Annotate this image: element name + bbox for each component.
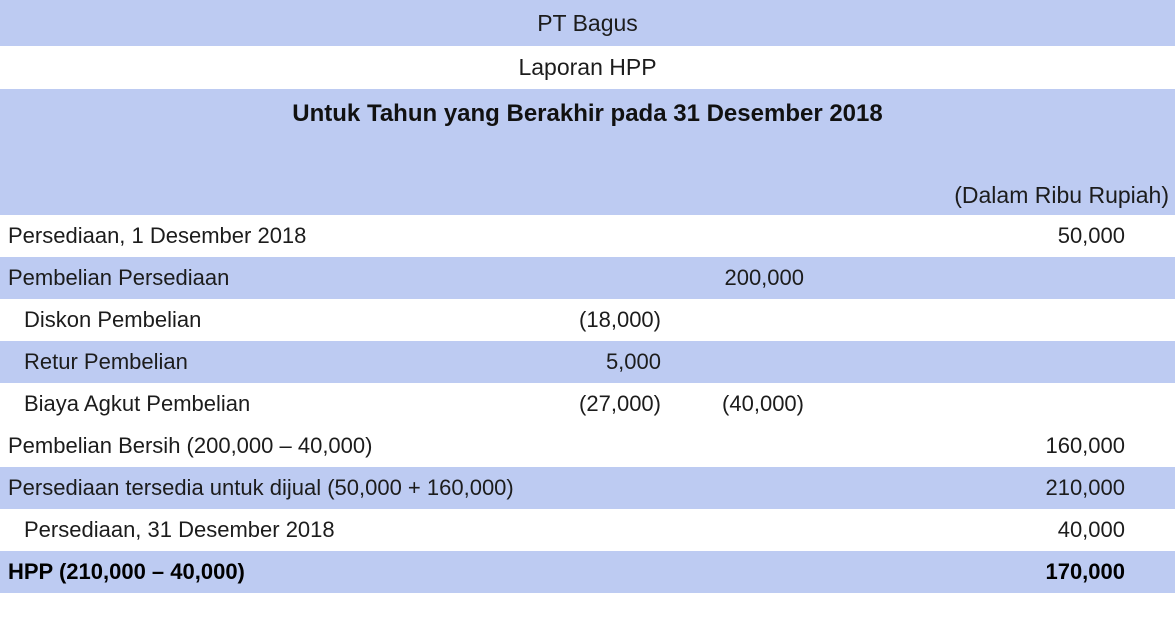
row-label: Retur Pembelian [24,349,188,374]
row-amount-3: 50,000 [1057,223,1125,248]
company-title-row [0,0,1175,46]
currency-note-row [0,175,1175,215]
row-amount-3: 170,000 [1045,559,1125,584]
table-row [0,467,1175,509]
report-subtitle-row [0,46,1175,89]
currency-note: (Dalam Ribu Rupiah) [954,181,1169,208]
table-row [0,215,1175,257]
row-amount-1: 5,000 [605,349,661,374]
row-amount-2: 200,000 [724,265,804,290]
table-row-total [0,551,1175,593]
row-amount-2: (40,000) [722,391,804,416]
row-label: Persediaan, 1 Desember 2018 [8,223,307,248]
row-label: Biaya Agkut Pembelian [24,391,251,416]
row-amount-3: 160,000 [1045,433,1125,458]
table-row [0,257,1175,299]
report-period-row [0,89,1175,139]
table-row [0,341,1175,383]
row-amount-1: (18,000) [579,307,661,332]
company-title: PT Bagus [537,9,638,36]
table-row [0,425,1175,467]
row-label: Pembelian Bersih (200,000 – 40,000) [8,433,373,458]
row-label: Pembelian Persediaan [8,265,230,290]
report-period: Untuk Tahun yang Berakhir pada 31 Desember 2018 [292,100,883,127]
row-label: Diskon Pembelian [24,307,202,332]
table-row [0,509,1175,551]
row-amount-3: 40,000 [1057,517,1125,542]
row-amount-1: (27,000) [579,391,661,416]
row-label: HPP (210,000 – 40,000) [8,559,245,584]
table-row [0,383,1175,425]
header-spacer-row [0,139,1175,175]
row-label: Persediaan, 31 Desember 2018 [24,517,335,542]
table-row [0,299,1175,341]
bottom-padding [0,593,1175,617]
report-subtitle: Laporan HPP [518,54,657,80]
row-amount-3: 210,000 [1045,475,1125,500]
row-label: Persediaan tersedia untuk dijual (50,000 + 160,000) [8,475,514,500]
